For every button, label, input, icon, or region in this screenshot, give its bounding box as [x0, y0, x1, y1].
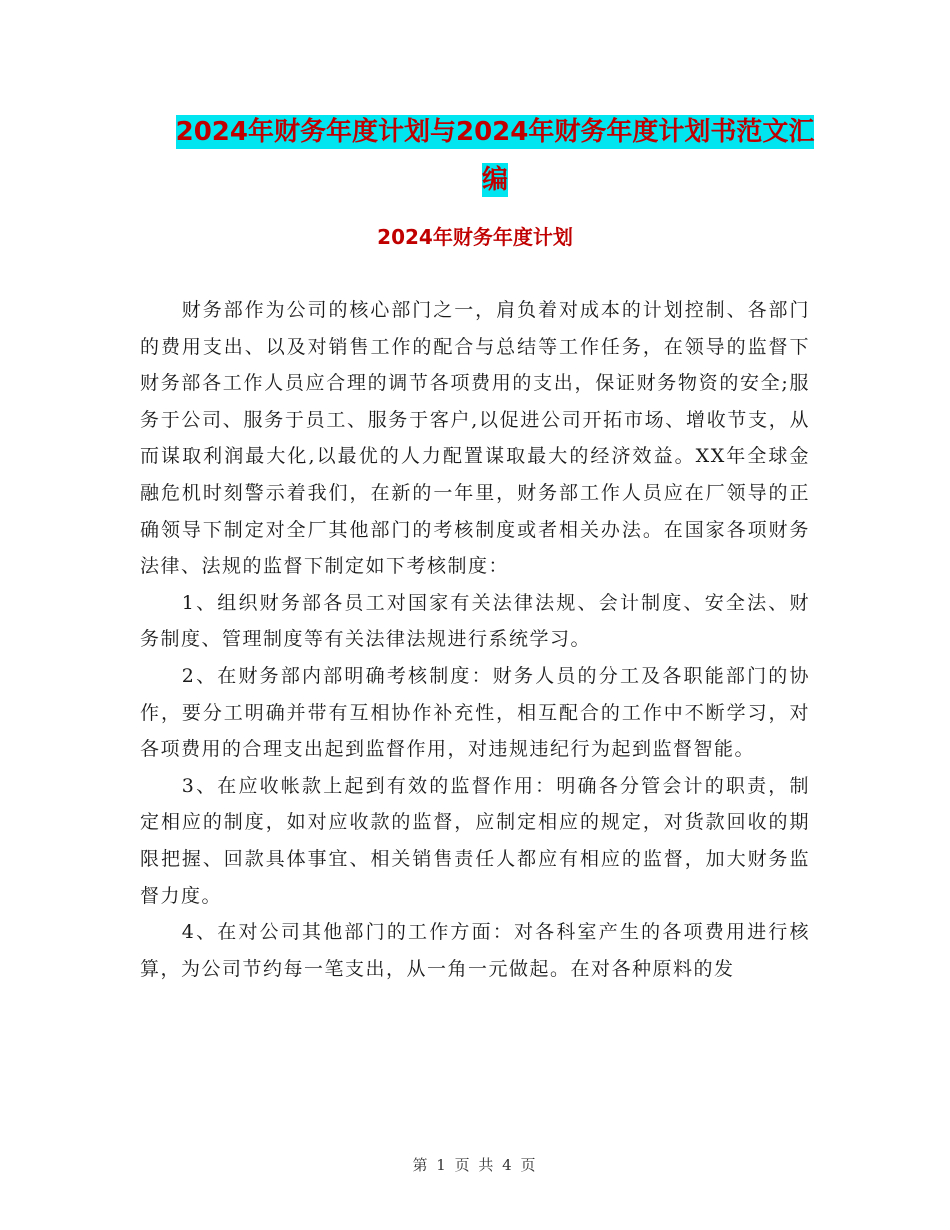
- document-title-line-1: 2024年财务年度计划与2024年财务年度计划书范文汇: [175, 117, 815, 147]
- paragraph-intro: 财务部作为公司的核心部门之一，肩负着对成本的计划控制、各部门的费用支出、以及对销售工作的配合与总结等工作任务，在领导的监督下财务部各工作人员应合理的调节各项费用的支出，保证财务物资的安全;服务于公司、服务于员工、服务于客户,以促进公司开拓市场、增收节支，从而谋取利润最大化,以最优的人力配置谋取最大的经济效益。XX年全球金融危机时刻警示着我们，在新的一年里，财务部工作人员应在厂领导的正确领导下制定对全厂其他部门的考核制度或者相关办法。在国家各项财务法律、法规的监督下制定如下考核制度：: [140, 299, 810, 578]
- document-body: [140, 292, 810, 987]
- document-title-line-2: 编: [481, 165, 508, 195]
- paragraph-item-3: 3、在应收帐款上起到有效的监督作用：明确各分管会计的职责，制定相应的制度，如对应收款的监督，应制定相应的规定，对货款回收的期限把握、回款具体事宜、相关销售责任人都应有相应的监督，加大财务监督力度。: [140, 774, 810, 907]
- paragraph-item-1: 1、组织财务部各员工对国家有关法律法规、会计制度、安全法、财务制度、管理制度等有关法律法规进行系统学习。: [140, 591, 810, 651]
- paragraph-item-4: 4、在对公司其他部门的工作方面：对各科室产生的各项费用进行核算，为公司节约每一笔支出，从一角一元做起。在对各种原料的发: [140, 921, 810, 980]
- section-heading: 2024年财务年度计划: [377, 225, 573, 249]
- page-footer: 第 1 页 共 4 页: [412, 1156, 538, 1174]
- document-title: [140, 108, 850, 204]
- paragraph-item-2: 2、在财务部内部明确考核制度：财务人员的分工及各职能部门的协作，要分工明确并带有互相协作补充性，相互配合的工作中不断学习，对各项费用的合理支出起到监督作用，对违规违纪行为起到监督智能。: [140, 664, 810, 761]
